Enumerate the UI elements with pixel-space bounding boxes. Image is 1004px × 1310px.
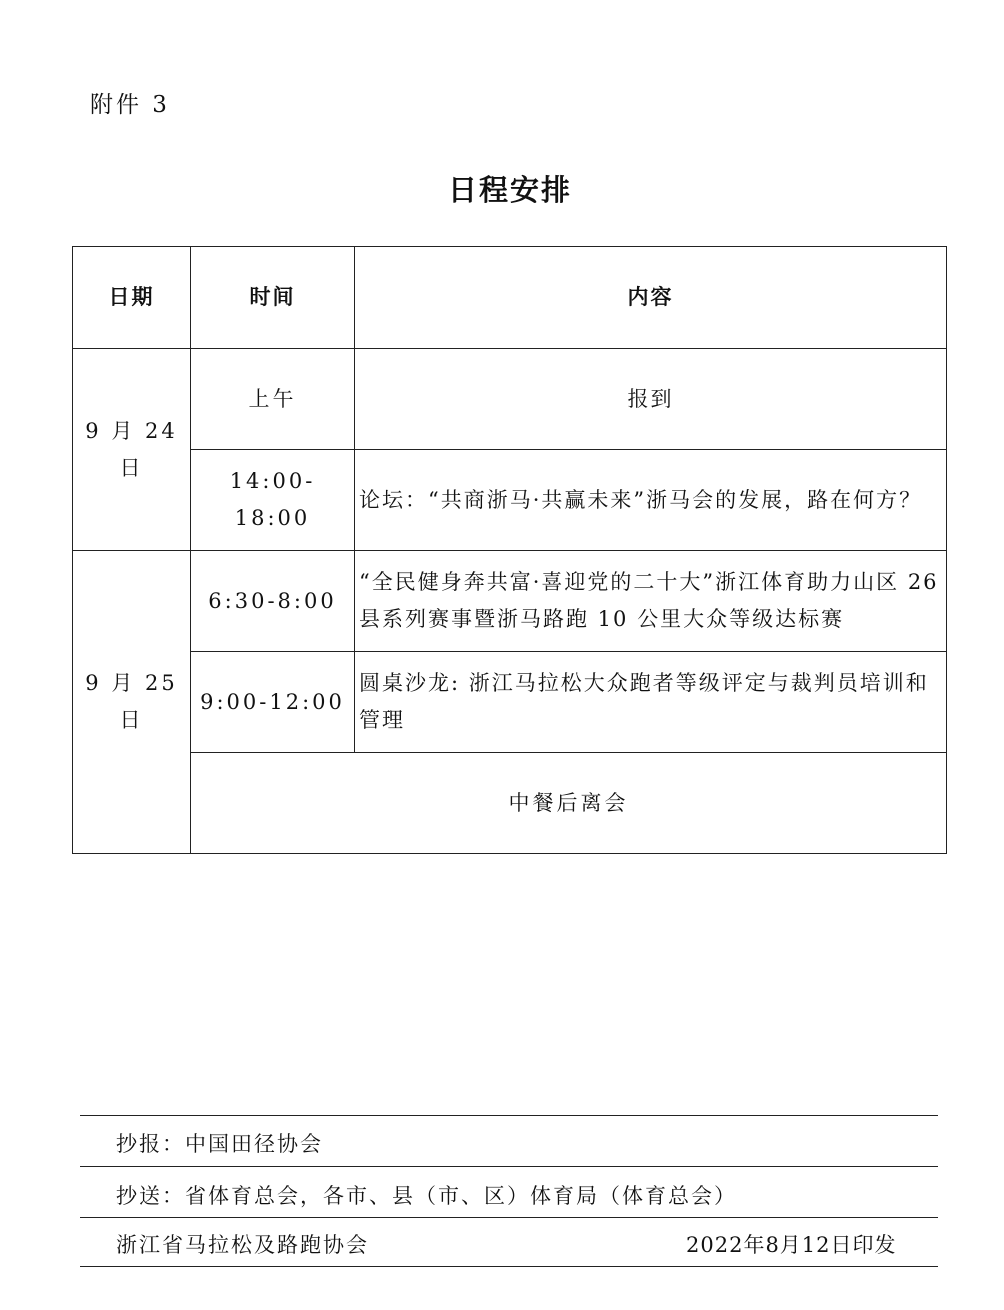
footer-divider: [80, 1166, 938, 1167]
footer-issuer: 浙江省马拉松及路跑协会: [116, 1233, 369, 1257]
header-content: 内容: [355, 247, 947, 349]
date-cell-day1: 9 月 24 日: [73, 349, 191, 551]
table-row: [73, 349, 947, 450]
time-cell: 9:00-12:00: [191, 652, 355, 753]
table-row: [73, 652, 947, 753]
table-row: [73, 753, 947, 854]
table-header-row: [73, 247, 947, 349]
content-cell: 报到: [355, 349, 947, 450]
page-title: 日程安排: [447, 173, 572, 207]
time-cell: 6:30-8:00: [191, 551, 355, 652]
content-cell: “全民健身奔共富·喜迎党的二十大”浙江体育助力山区 26 县系列赛事暨浙马路跑 10 公里大众等级达标赛: [355, 551, 947, 652]
header-time: 时间: [191, 247, 355, 349]
time-cell: 上午: [191, 349, 355, 450]
footer-report-to: 抄报：中国田径协会: [116, 1132, 323, 1156]
header-date: 日期: [73, 247, 191, 349]
content-cell: 圆桌沙龙: 浙江马拉松大众跑者等级评定与裁判员培训和管理: [355, 652, 947, 753]
date-cell-day2: 9 月 25 日: [73, 551, 191, 854]
table-row: [73, 450, 947, 551]
closing-cell: 中餐后离会: [191, 753, 947, 854]
footer-divider: [80, 1115, 938, 1116]
footer-copy-to: 抄送：省体育总会，各市、县（市、区）体育局（体育总会）: [116, 1184, 737, 1208]
time-cell: 14:00-18:00: [191, 450, 355, 551]
attachment-label: 附件 3: [90, 92, 170, 118]
footer-divider: [80, 1266, 938, 1267]
table-row: [73, 551, 947, 652]
schedule-table: [72, 246, 947, 854]
footer-issue-date: 2022年8月12日印发: [686, 1233, 897, 1257]
content-cell: 论坛：“共商浙马·共赢未来”浙马会的发展，路在何方？: [355, 450, 947, 551]
footer-divider: [80, 1217, 938, 1218]
